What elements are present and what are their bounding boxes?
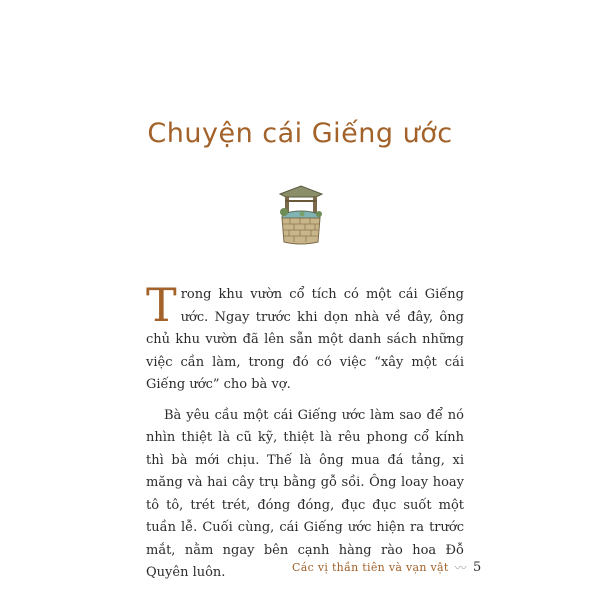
- paragraph-1: [146, 278, 464, 397]
- drop-cap: T: [146, 278, 177, 332]
- page-footer: [292, 559, 482, 576]
- footer-ornament-icon: 〰: [454, 561, 467, 575]
- page-title: Chuyện cái Giếng ước: [147, 118, 453, 149]
- paragraph-2: Bà yêu cầu một cái Giếng ước làm sao để nó nhìn thiệt là cũ kỹ, thiệt là rêu phong cổ kính thì bà mới chịu. Thế là ông mua đá tảng, xi măng và hai cây trụ bằng gỗ sồi. Ông loay hoay tô tô, trét trét, đóng đóng, đục đục suốt một tuần lễ. Cuối cùng, cái Giếng ước hiện ra trước mắt, nằm ngay bên cạnh hàng rào hoa Đỗ Quyên luôn.: [146, 407, 464, 580]
- footer-book-title: Các vị thần tiên và vạn vật: [292, 561, 449, 574]
- body-text: [146, 278, 464, 585]
- paragraph-1-text: rong khu vườn cổ tích có một cái Giếng ước. Ngay trước khi dọn nhà về đây, ông chủ khu vườn đã lên sẵn một danh sách những việc cần làm, trong đó có việc “xây một cái Giếng ước” cho bà vợ.: [146, 287, 464, 392]
- wishing-well-icon: [272, 184, 330, 246]
- page-number: 5: [472, 560, 482, 575]
